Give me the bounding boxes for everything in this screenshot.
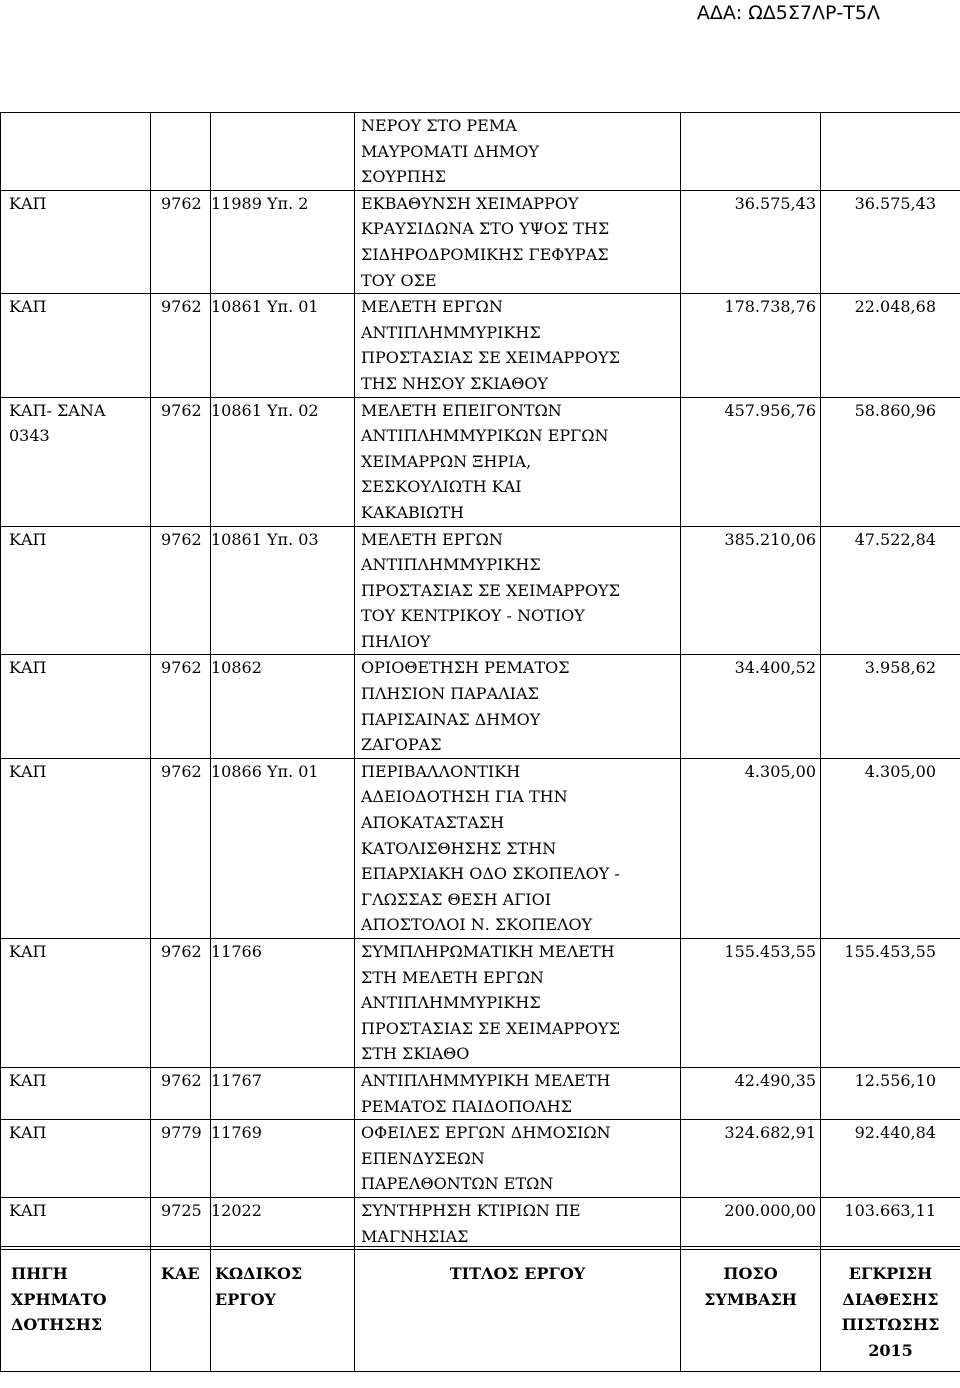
cell-approval-2015: 3.958,62 — [821, 655, 960, 758]
cell-kae: 9762 — [151, 294, 211, 397]
cell-approval-2015: 58.860,96 — [821, 397, 960, 526]
table-row — [1, 113, 960, 191]
column-headers-row — [1, 1247, 960, 1372]
cell-project-title: ΠΕΡΙΒΑΛΛΟΝΤΙΚΗ ΑΔΕΙΟΔΟΤΗΣΗ ΓΙΑ ΤΗΝ ΑΠΟΚΑΤΑΣΤΑΣΗ ΚΑΤΟΛΙΣΘΗΣΗΣ ΣΤΗΝ ΕΠΑΡΧΙΑΚΗ ΟΔΟ ΣΚΟΠΕΛΟΥ - ΓΛΩΣΣΑΣ ΘΕΣΗ ΑΓΙΟΙ ΑΠΟΣΤΟΛΟΙ Ν. ΣΚΟΠΕΛΟΥ — [355, 758, 681, 938]
cell-project-code: 12022 — [211, 1197, 355, 1249]
cell-funding-source: ΚΑΠ — [1, 939, 151, 1068]
cell-funding-source: ΚΑΠ- ΣΑΝΑ 0343 — [1, 397, 151, 526]
cell-project-title: ΝΕΡΟΥ ΣΤΟ ΡΕΜΑ ΜΑΥΡΟΜΑΤΙ ΔΗΜΟΥ ΣΟΥΡΠΗΣ — [355, 113, 681, 191]
table-row — [1, 190, 960, 293]
cell-project-title: ΜΕΛΕΤΗ ΕΡΓΩΝ ΑΝΤΙΠΛΗΜΜΥΡΙΚΗΣ ΠΡΟΣΤΑΣΙΑΣ ΣΕ ΧΕΙΜΑΡΡΟΥΣ ΤΟΥ ΚΕΝΤΡΙΚΟΥ - ΝΟΤΙΟΥ ΠΗΛΙΟΥ — [355, 526, 681, 655]
header-kae: ΚΑΕ — [151, 1247, 211, 1372]
cell-project-title: ΕΚΒΑΘΥΝΣΗ ΧΕΙΜΑΡΡΟΥ ΚΡΑΥΣΙΔΩΝΑ ΣΤΟ ΥΨΟΣ ΤΗΣ ΣΙΔΗΡΟΔΡΟΜΙΚΗΣ ΓΕΦΥΡΑΣ ΤΟΥ ΟΣΕ — [355, 190, 681, 293]
cell-approval-2015: 155.453,55 — [821, 939, 960, 1068]
cell-project-title: ΟΦΕΙΛΕΣ ΕΡΓΩΝ ΔΗΜΟΣΙΩΝ ΕΠΕΝΔΥΣΕΩΝ ΠΑΡΕΛΘΟΝΤΩΝ ΕΤΩΝ — [355, 1120, 681, 1198]
header-project-title: ΤΙΤΛΟΣ ΕΡΓΟΥ — [355, 1247, 681, 1372]
cell-project-code: 10861 Υπ. 02 — [211, 397, 355, 526]
cell-funding-source: ΚΑΠ — [1, 655, 151, 758]
cell-contract-amount: 457.956,76 — [681, 397, 821, 526]
cell-project-code: 11989 Υπ. 2 — [211, 190, 355, 293]
cell-approval-2015: 22.048,68 — [821, 294, 960, 397]
cell-contract-amount — [681, 113, 821, 191]
cell-kae: 9762 — [151, 1067, 211, 1119]
cell-funding-source: ΚΑΠ — [1, 1120, 151, 1198]
cell-kae: 9762 — [151, 939, 211, 1068]
cell-funding-source: ΚΑΠ — [1, 526, 151, 655]
cell-funding-source: ΚΑΠ — [1, 1067, 151, 1119]
cell-funding-source: ΚΑΠ — [1, 1197, 151, 1249]
table-row — [1, 1067, 960, 1119]
table-row — [1, 655, 960, 758]
cell-contract-amount: 34.400,52 — [681, 655, 821, 758]
cell-contract-amount: 4.305,00 — [681, 758, 821, 938]
cell-contract-amount: 385.210,06 — [681, 526, 821, 655]
cell-kae — [151, 113, 211, 191]
cell-approval-2015: 12.556,10 — [821, 1067, 960, 1119]
table-row — [1, 758, 960, 938]
cell-project-title: ΜΕΛΕΤΗ ΕΠΕΙΓΟΝΤΩΝ ΑΝΤΙΠΛΗΜΜΥΡΙΚΩΝ ΕΡΓΩΝ ΧΕΙΜΑΡΡΩΝ ΞΗΡΙΑ, ΣΕΣΚΟΥΛΙΩΤΗ ΚΑΙ ΚΑΚΑΒΙΩΤΗ — [355, 397, 681, 526]
cell-kae: 9762 — [151, 758, 211, 938]
table-row — [1, 1197, 960, 1249]
cell-contract-amount: 42.490,35 — [681, 1067, 821, 1119]
cell-funding-source: ΚΑΠ — [1, 294, 151, 397]
cell-approval-2015 — [821, 113, 960, 191]
projects-table — [0, 112, 960, 1250]
cell-contract-amount: 200.000,00 — [681, 1197, 821, 1249]
cell-project-title: ΣΥΜΠΛΗΡΩΜΑΤΙΚΗ ΜΕΛΕΤΗ ΣΤΗ ΜΕΛΕΤΗ ΕΡΓΩΝ ΑΝΤΙΠΛΗΜΜΥΡΙΚΗΣ ΠΡΟΣΤΑΣΙΑΣ ΣΕ ΧΕΙΜΑΡΡΟΥΣ ΣΤΗ ΣΚΙΑΘΟ — [355, 939, 681, 1068]
cell-approval-2015: 92.440,84 — [821, 1120, 960, 1198]
cell-project-title: ΣΥΝΤΗΡΗΣΗ ΚΤΙΡΙΩΝ ΠΕ ΜΑΓΝΗΣΙΑΣ — [355, 1197, 681, 1249]
cell-approval-2015: 47.522,84 — [821, 526, 960, 655]
projects-table-body — [1, 113, 960, 1250]
cell-approval-2015: 36.575,43 — [821, 190, 960, 293]
cell-approval-2015: 4.305,00 — [821, 758, 960, 938]
cell-project-title: ΟΡΙΟΘΕΤΗΣΗ ΡΕΜΑΤΟΣ ΠΛΗΣΙΟΝ ΠΑΡΑΛΙΑΣ ΠΑΡΙΣΑΙΝΑΣ ΔΗΜΟΥ ΖΑΓΟΡΑΣ — [355, 655, 681, 758]
document-id: ΑΔΑ: ΩΔ5Σ7ΛΡ-Τ5Λ — [696, 2, 880, 24]
column-headers-table — [0, 1246, 960, 1372]
cell-approval-2015: 103.663,11 — [821, 1197, 960, 1249]
cell-kae: 9779 — [151, 1120, 211, 1198]
cell-contract-amount: 36.575,43 — [681, 190, 821, 293]
cell-funding-source: ΚΑΠ — [1, 758, 151, 938]
cell-kae: 9725 — [151, 1197, 211, 1249]
cell-project-code — [211, 113, 355, 191]
cell-project-title: ΜΕΛΕΤΗ ΕΡΓΩΝ ΑΝΤΙΠΛΗΜΜΥΡΙΚΗΣ ΠΡΟΣΤΑΣΙΑΣ ΣΕ ΧΕΙΜΑΡΡΟΥΣ ΤΗΣ ΝΗΣΟΥ ΣΚΙΑΘΟΥ — [355, 294, 681, 397]
table-row — [1, 939, 960, 1068]
header-funding-source: ΠΗΓΗ ΧΡΗΜΑΤΟ ΔΟΤΗΣΗΣ — [1, 1247, 151, 1372]
cell-contract-amount: 178.738,76 — [681, 294, 821, 397]
cell-funding-source: ΚΑΠ — [1, 190, 151, 293]
cell-project-code: 11769 — [211, 1120, 355, 1198]
cell-project-code: 11767 — [211, 1067, 355, 1119]
cell-kae: 9762 — [151, 190, 211, 293]
header-contract-amount: ΠΟΣΟ ΣΥΜΒΑΣΗ — [681, 1247, 821, 1372]
cell-kae: 9762 — [151, 526, 211, 655]
cell-project-code: 10866 Υπ. 01 — [211, 758, 355, 938]
cell-project-code: 10861 Υπ. 01 — [211, 294, 355, 397]
header-approval-2015: ΕΓΚΡΙΣΗ ΔΙΑΘΕΣΗΣ ΠΙΣΤΩΣΗΣ 2015 — [821, 1247, 960, 1372]
header-project-code: ΚΩΔΙΚΟΣ ΕΡΓΟΥ — [211, 1247, 355, 1372]
cell-project-title: ΑΝΤΙΠΛΗΜΜΥΡΙΚΗ ΜΕΛΕΤΗ ΡΕΜΑΤΟΣ ΠΑΙΔΟΠΟΛΗΣ — [355, 1067, 681, 1119]
table-row — [1, 1120, 960, 1198]
table-row — [1, 294, 960, 397]
table-row — [1, 397, 960, 526]
cell-kae: 9762 — [151, 655, 211, 758]
cell-kae: 9762 — [151, 397, 211, 526]
cell-funding-source — [1, 113, 151, 191]
cell-project-code: 10861 Υπ. 03 — [211, 526, 355, 655]
cell-project-code: 11766 — [211, 939, 355, 1068]
table-row — [1, 526, 960, 655]
cell-project-code: 10862 — [211, 655, 355, 758]
cell-contract-amount: 324.682,91 — [681, 1120, 821, 1198]
cell-contract-amount: 155.453,55 — [681, 939, 821, 1068]
